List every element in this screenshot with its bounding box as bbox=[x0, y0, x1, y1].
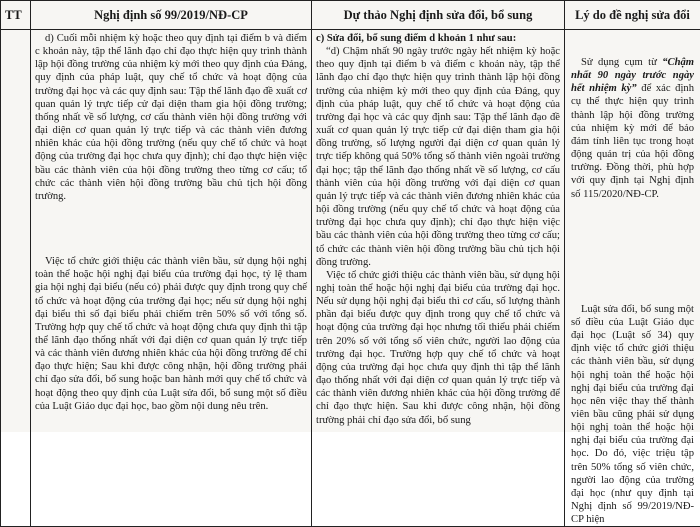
tt-cell bbox=[1, 30, 31, 527]
reason-p1-bold: “Chậm nhất 90 ngày trước ngày hết nhiệm kỳ” bbox=[571, 57, 694, 94]
header-draft: Dự thảo Nghị định sửa đổi, bổ sung bbox=[312, 1, 565, 30]
header-tt: TT bbox=[1, 1, 31, 30]
draft-paragraph-1: “d) Chậm nhất 90 ngày trước ngày hết nhiệm kỳ hoặc theo quy định tại điểm b và điểm c khoản này, tập thể lãnh đạo chỉ đạo thực hiện quy trình thành lập hội đồng trường của nhiệm kỳ mới theo quy định của Đảng, quy định của pháp luật, quy chế tổ chức và hoạt động của trường đại học và các quy định sau: Tập thể lãnh đạo đề xuất cơ quan quản lý trực tiếp cử đại diện tham gia hội đồng trường, số lượng người đại diện cơ quan quản lý trực tiếp không quá 50% tổng số thành viên ngoài trường đại học; tập thể lãnh đạo thống nhất về số lượng, cơ cấu thành viên của hội đồng trường với đại diện cơ quan quản lý trực tiếp và các thành viên đương nhiên khác của hội đồng trường (nếu quy chế tổ chức và hoạt động của trường đại học chưa quy định); chỉ đạo thực hiện việc bầu các thành viên của hội đồng trường theo từng cơ cấu; tổ chức các thành viên hội đồng trường bầu chủ tịch hội đồng trường. bbox=[316, 45, 560, 269]
content-row bbox=[1, 30, 700, 527]
reason-p1-before: Sử dụng cụm từ bbox=[581, 57, 662, 68]
draft-heading: c) Sửa đổi, bổ sung điểm d khoản 1 như sau: bbox=[316, 32, 560, 45]
reason-paragraph-2: Luật sửa đổi, bổ sung một số điều của Luật Giáo dục đại học (Luật số 34) quy định việc tổ chức giới thiệu các thành viên bầu, sử dụng hội nghị toàn thể hoặc hội nghị đại biểu của trường đại học nên việc thay thế thành viên bầu cũng phải sử dụng hội nghị toàn thể hoặc hội nghị đại biểu của trường đại học. Do đó, việc triệu tập trên 50% tổng số viên chức, người lao động của trường đại học (như quy định tại Nghị định số 99/2019/NĐ-CP hiện bbox=[571, 303, 694, 527]
reason-cell bbox=[565, 30, 700, 527]
header-reason: Lý do đề nghị sửa đổi bbox=[565, 1, 700, 30]
decree-cell bbox=[31, 30, 312, 527]
draft-paragraph-2: Việc tổ chức giới thiệu các thành viên bầu, sử dụng hội nghị toàn thể hoặc hội nghị đại biểu của trường đại học. Nếu sử dụng hội nghị đại biểu thì cơ cấu, số lượng thành phần đại biểu được quy định trong quy chế tổ chức và hoạt động của trường đại học nhưng tối thiểu phải chiếm trên 20% số với tổng số viên chức, người lao động của trường đại học. Trường hợp quy chế tổ chức và hoạt động của trường đại học chưa quy định thì tập thể lãnh đạo thống nhất với đại diện cơ quan quản lý trực tiếp và các thành viên đương nhiên khác của hội đồng trường để chỉ đạo thực hiện. Sau khi được công nhận, hội đồng trường phải chỉ đạo sửa đổi, bổ sung bbox=[316, 269, 560, 427]
decree-paragraph-2: Việc tổ chức giới thiệu các thành viên bầu, sử dụng hội nghị toàn thể hoặc hội nghị đại biểu của trường đại học, tỷ lệ tham gia hội nghị đại biểu (nếu có) phải được quy định trong quy chế tổ chức và hoạt động của trường đại học; nếu sử dụng hội nghị đại biểu thì số đại biểu phải chiếm trên 50% số với tổng số. Trường hợp quy chế tổ chức và hoạt động chưa quy định thì tập thể lãnh đạo thống nhất với đại diện cơ quan quản lý trực tiếp và các thành viên đương nhiên khác của hội đồng trường để chỉ đạo thực hiện; Sau khi được công nhận, hội đồng trường phải chỉ đạo sửa đổi, bổ sung hoặc ban hành mới quy chế tổ chức và hoạt động theo quy định của Luật sửa đổi, bổ sung một số điều của Luật Giáo dục đại học, bao gồm nội dung nêu trên. bbox=[35, 255, 307, 413]
reason-paragraph-1 bbox=[571, 56, 694, 201]
decree-paragraph-1: d) Cuối mỗi nhiệm kỳ hoặc theo quy định tại điểm b và điểm c khoản này, tập thể lãnh đạo chỉ đạo thực hiện quy trình thành lập hội đồng trường của nhiệm kỳ mới theo quy định của Đảng, quy định của pháp luật, quy chế tổ chức và hoạt động của trường đại học và các quy định sau: Tập thể lãnh đạo đề xuất cơ quan quản lý trực tiếp cử đại diện tham gia hội đồng trường; thống nhất về số lượng, cơ cấu thành viên hội đồng trường với đại diện cơ quan quản lý trực tiếp và các thành viên đương nhiên khác của hội đồng trường (nếu quy chế tổ chức và hoạt động của trường đại học chưa quy định); chỉ đạo thực hiện việc bầu các thành viên của hội đồng trường theo từng cơ cấu; tổ chức các thành viên hội đồng trường bầu chủ tịch hội đồng trường. bbox=[35, 32, 307, 203]
draft-cell bbox=[312, 30, 565, 527]
header-decree: Nghị định số 99/2019/NĐ-CP bbox=[31, 1, 312, 30]
reason-p1-after: để xác định cụ thể thực hiện quy trình thành lập hội đồng trường của nhiệm kỳ mới để bảo đảm tính liên tục trong hoạt động quản trị của hội đồng trường. Đồng thời, phù hợp với quy định tại Nghị định số 115/2020/NĐ-CP. bbox=[571, 83, 694, 199]
header-row bbox=[1, 1, 700, 30]
